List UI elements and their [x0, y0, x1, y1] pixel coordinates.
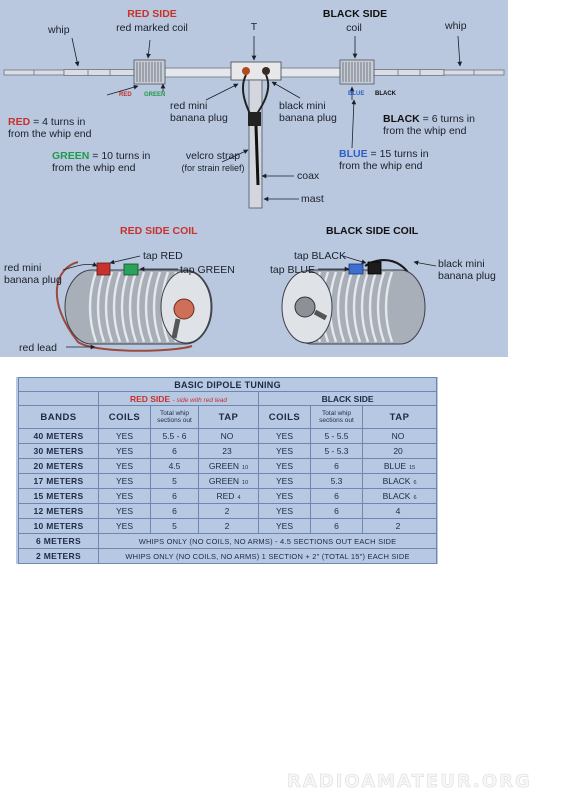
- black-whip-cell: 5 - 5.3: [311, 444, 363, 459]
- black-turns-note: BLACK = 6 turns in from the whip end: [383, 113, 475, 137]
- black-tap-cell: 4: [363, 504, 437, 519]
- black-tap-cell: BLACK 6: [363, 489, 437, 504]
- red-coils-cell: YES: [99, 489, 151, 504]
- dipole-diagram: [0, 0, 508, 357]
- red-plug-label: red mini banana plug: [4, 262, 62, 286]
- band-cell: 2 METERS: [19, 549, 99, 564]
- band-cell: 12 METERS: [19, 504, 99, 519]
- red-tap-cell: GREEN 10: [199, 459, 259, 474]
- red-marked-coil-label: red marked coil: [116, 22, 188, 34]
- whips-only-note: WHIPS ONLY (NO COILS, NO ARMS) - 4.5 SECTIONS OUT EACH SIDE: [99, 534, 437, 549]
- band-cell: 10 METERS: [19, 519, 99, 534]
- whips-only-note: WHIPS ONLY (NO COILS, NO ARMS) 1 SECTION + 2" (TOTAL 15") EACH SIDE: [99, 549, 437, 564]
- black-coils-cell: YES: [259, 489, 311, 504]
- col-black-coils: COILS: [259, 406, 311, 429]
- band-cell: 30 METERS: [19, 444, 99, 459]
- black-tap-cell: BLACK 6: [363, 474, 437, 489]
- blue-turns-note: BLUE = 15 turns in from the whip end: [339, 148, 429, 172]
- tap-blue-label: tap BLUE: [270, 264, 315, 276]
- watermark: RADIOAMATEUR.ORG: [287, 771, 532, 792]
- table-row: [19, 474, 437, 489]
- red-coils-cell: YES: [99, 504, 151, 519]
- blank-cell: [19, 392, 99, 406]
- red-whip-cell: 4.5: [151, 459, 199, 474]
- velcro-label: velcro strap (for strain relief): [181, 150, 245, 173]
- band-cell: 15 METERS: [19, 489, 99, 504]
- red-lead-label: red lead: [19, 342, 57, 354]
- coil-label: coil: [346, 22, 362, 34]
- black-side-label: BLACK SIDE: [322, 8, 388, 20]
- band-cell: 6 METERS: [19, 534, 99, 549]
- black-whip-cell: 6: [311, 459, 363, 474]
- tap-black-label: tap BLACK: [294, 250, 346, 262]
- dipole-drawing: [0, 0, 508, 357]
- tag-green: GREEN: [144, 92, 166, 98]
- whip-left-label: whip: [48, 24, 70, 36]
- table-title: BASIC DIPOLE TUNING: [19, 378, 437, 392]
- col-bands: BANDS: [19, 406, 99, 429]
- red-coils-cell: YES: [99, 429, 151, 444]
- whip-right-label: whip: [445, 20, 467, 32]
- red-tap-cell: RED 4: [199, 489, 259, 504]
- black-coils-cell: YES: [259, 429, 311, 444]
- black-plug-label: black mini banana plug: [438, 258, 496, 282]
- red-whip-cell: 5.5 - 6: [151, 429, 199, 444]
- black-tap-cell: 20: [363, 444, 437, 459]
- black-tap-cell: NO: [363, 429, 437, 444]
- right-coil: [340, 60, 374, 84]
- left-coil: [134, 60, 165, 84]
- black-whip-cell: 5 - 5.5: [311, 429, 363, 444]
- tap-green-label: tap GREEN: [180, 264, 235, 276]
- table-row: [19, 534, 437, 549]
- t-label: T: [250, 21, 258, 33]
- col-black-tap: TAP: [363, 406, 437, 429]
- right-whip: [374, 70, 504, 76]
- t-connector: [231, 62, 281, 80]
- table-row: [19, 489, 437, 504]
- black-side-coil-title: BLACK SIDE COIL: [326, 225, 419, 237]
- col-red-coils: COILS: [99, 406, 151, 429]
- right-arm: [280, 68, 340, 77]
- black-side-header: BLACK SIDE: [259, 392, 437, 406]
- mast-label: mast: [301, 193, 324, 205]
- table-row: [19, 504, 437, 519]
- black-coils-cell: YES: [259, 519, 311, 534]
- black-whip-cell: 5.3: [311, 474, 363, 489]
- red-coils-cell: YES: [99, 474, 151, 489]
- table-row: [19, 429, 437, 444]
- red-tap-cell: NO: [199, 429, 259, 444]
- black-coils-cell: YES: [259, 444, 311, 459]
- red-mini-label: red mini banana plug: [170, 100, 228, 124]
- red-side-label: RED SIDE: [127, 8, 177, 20]
- tuning-table: [18, 377, 437, 564]
- table-row: [19, 444, 437, 459]
- red-coils-cell: YES: [99, 519, 151, 534]
- red-tap-cell: 2: [199, 519, 259, 534]
- table-row: [19, 549, 437, 564]
- red-tap-cell: GREEN 10: [199, 474, 259, 489]
- red-side-coil-title: RED SIDE COIL: [120, 225, 198, 237]
- red-side-header: RED SIDE - side with red lead: [99, 392, 259, 406]
- black-whip-cell: 6: [311, 504, 363, 519]
- red-coils-cell: YES: [99, 444, 151, 459]
- black-coils-cell: YES: [259, 504, 311, 519]
- green-turns-note: GREEN = 10 turns in from the whip end: [52, 150, 151, 174]
- red-whip-cell: 5: [151, 519, 199, 534]
- black-tap-cell: 2: [363, 519, 437, 534]
- left-whip: [4, 70, 134, 76]
- red-tap-cell: 23: [199, 444, 259, 459]
- tag-black: BLACK: [375, 91, 396, 97]
- col-black-whip: Total whip sections out: [311, 406, 363, 429]
- coax-label: coax: [297, 170, 320, 182]
- tap-red-label: tap RED: [143, 250, 183, 262]
- black-mini-label: black mini banana plug: [279, 100, 337, 124]
- tag-red: RED: [119, 92, 132, 98]
- red-coils-cell: YES: [99, 459, 151, 474]
- red-whip-cell: 6: [151, 489, 199, 504]
- black-whip-cell: 6: [311, 519, 363, 534]
- red-whip-cell: 6: [151, 504, 199, 519]
- red-whip-cell: 6: [151, 444, 199, 459]
- table-row: [19, 519, 437, 534]
- left-arm: [165, 68, 233, 77]
- red-turns-note: RED = 4 turns in from the whip end: [8, 116, 92, 140]
- red-whip-cell: 5: [151, 474, 199, 489]
- black-coils-cell: YES: [259, 474, 311, 489]
- col-red-whip: Total whip sections out: [151, 406, 199, 429]
- black-whip-cell: 6: [311, 489, 363, 504]
- band-cell: 20 METERS: [19, 459, 99, 474]
- black-tap-cell: BLUE 15: [363, 459, 437, 474]
- black-coils-cell: YES: [259, 459, 311, 474]
- red-tap-cell: 2: [199, 504, 259, 519]
- band-cell: 17 METERS: [19, 474, 99, 489]
- tag-blue: BLUE: [348, 91, 365, 97]
- table-row: [19, 459, 437, 474]
- band-cell: 40 METERS: [19, 429, 99, 444]
- col-red-tap: TAP: [199, 406, 259, 429]
